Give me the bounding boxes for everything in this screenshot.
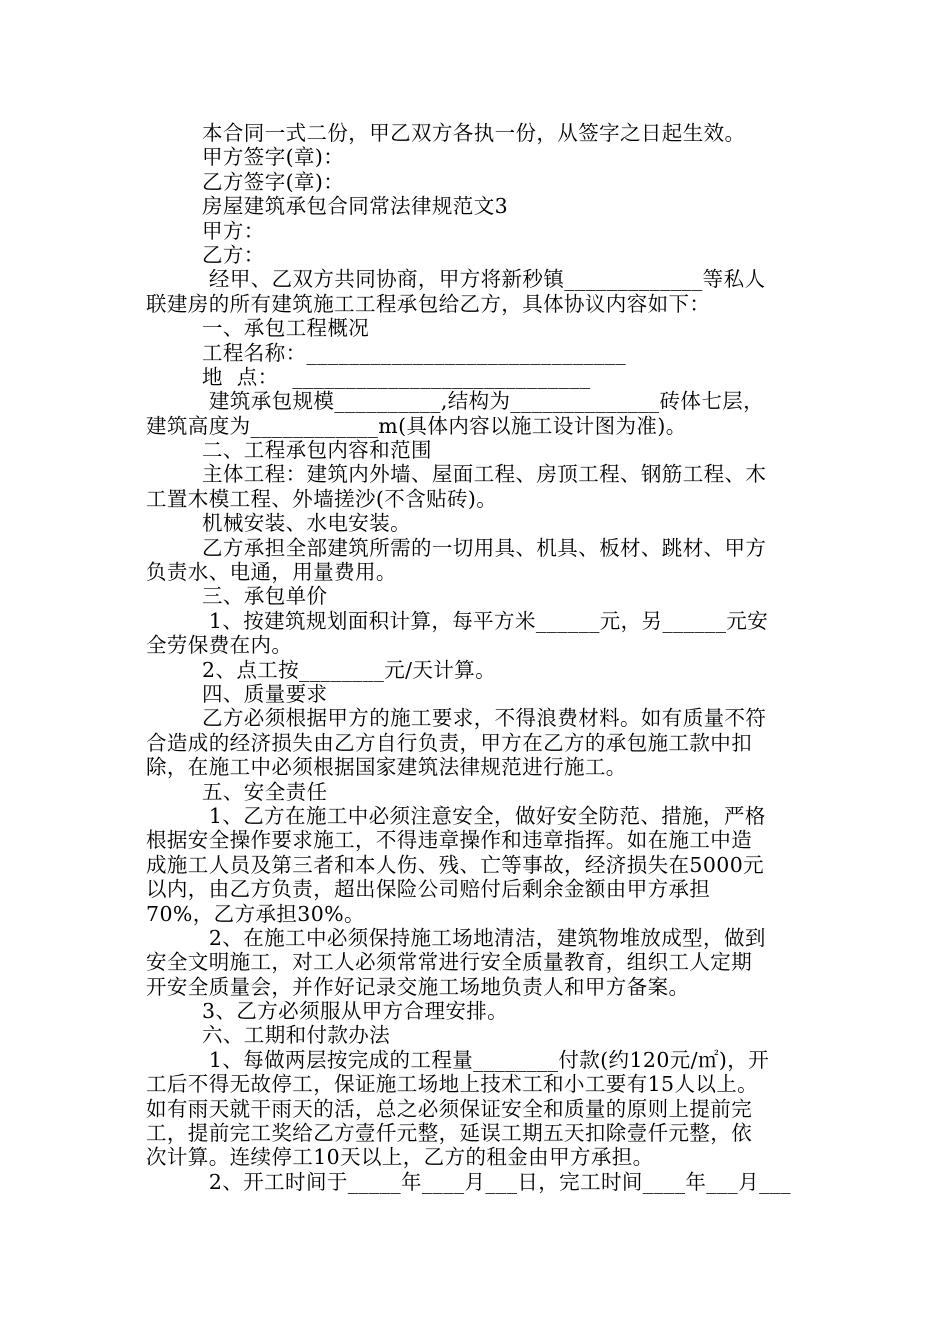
document-line: 二、工程承包内容和范围 — [202, 438, 432, 463]
document-line: 房屋建筑承包合同常法律规范文3 — [202, 194, 509, 219]
document-line: 建筑高度为____________m(具体内容以施工设计图为准)。 — [146, 413, 687, 438]
document-line: 经甲、乙双方共同协商，甲方将新秒镇_____________等私人 — [202, 267, 766, 292]
document-line: 1、乙方在施工中必须注意安全，做好安全防范、措施，严格 — [202, 803, 766, 828]
document-page — [146, 121, 812, 1194]
document-line: 1、每做两层按完成的工程量________付款(约120元/㎡)，开 — [202, 1047, 770, 1072]
document-line: 负责水、电通，用量费用。 — [146, 560, 397, 585]
document-line: 合造成的经济损失由乙方自行负责，甲方在乙方的承包施工款中扣 — [146, 730, 753, 755]
document-line: 安全文明施工，对工人必须常常进行安全质量教育，组织工人定期 — [146, 950, 753, 975]
document-line: 本合同一式二份，甲乙双方各执一份，从签字之日起生效。 — [202, 121, 746, 145]
document-line: 工后不得无故停工，保证施工场地上技术工和小工要有15人以上。 — [146, 1072, 759, 1097]
document-line: 开安全质量会，并作好记录交施工场地负责人和甲方备案。 — [146, 974, 690, 999]
document-line: 70%，乙方承担30%。 — [146, 901, 365, 926]
document-line: 3、乙方必须服从甲方合理安排。 — [202, 999, 509, 1024]
document-line: 根据安全操作要求施工，不得违章操作和违章指挥。如在施工中造 — [146, 828, 753, 853]
document-line: 2、在施工中必须保持施工场地清洁，建筑物堆放成型，做到 — [202, 925, 766, 950]
document-line: 以内，由乙方负责，超出保险公司赔付后剩余金额由甲方承担 — [146, 877, 711, 902]
document-line: 一、承包工程概况 — [202, 316, 370, 341]
document-line: 2、点工按________元/天计算。 — [202, 657, 497, 682]
document-line: 工，提前完工奖给乙方壹仟元整，延误工期五天扣除壹仟元整，依 — [146, 1121, 753, 1146]
document-line: 2、开工时间于_____年____月___日，完工时间____年___月___ — [202, 1169, 792, 1194]
document-line: 工置木模工程、外墙搓沙(不含贴砖)。 — [146, 486, 498, 511]
document-line: 成施工人员及第三者和本人伤、残、亡等事故，经济损失在5000元 — [146, 852, 765, 877]
document-line: 六、工期和付款办法 — [202, 1023, 391, 1048]
document-line: 如有雨天就干雨天的活，总之必须保证安全和质量的原则上提前完 — [146, 1096, 753, 1121]
document-line: 乙方承担全部建筑所需的一切用具、机具、板材、跳材、甲方 — [202, 535, 767, 560]
document-line: 工程名称：______________________________ — [202, 340, 626, 365]
document-line: 建筑承包规模__________,结构为______________砖体七层， — [202, 389, 765, 414]
document-line: 乙方： — [202, 242, 265, 267]
document-line: 甲方： — [202, 218, 265, 243]
document-line: 主体工程：建筑内外墙、屋面工程、房顶工程、钢筋工程、木 — [202, 462, 767, 487]
document-line: 机械安装、水电安装。 — [202, 511, 411, 536]
document-line: 乙方签字(章)： — [202, 169, 345, 194]
document-line: 四、质量要求 — [202, 681, 328, 706]
document-line: 1、按建筑规划面积计算，每平方米______元，另______元安 — [202, 608, 769, 633]
document-line: 地 点： ____________________________ — [202, 364, 591, 389]
document-line: 三、承包单价 — [202, 584, 328, 609]
document-line: 联建房的所有建筑施工工程承包给乙方，具体协议内容如下： — [146, 291, 711, 316]
document-line: 除，在施工中必须根据国家建筑法律规范进行施工。 — [146, 755, 627, 780]
document-line: 乙方必须根据甲方的施工要求，不得浪费材料。如有质量不符 — [202, 706, 767, 731]
document-line: 五、安全责任 — [202, 779, 328, 804]
document-line: 全劳保费在内。 — [146, 633, 293, 658]
document-line: 甲方签字(章)： — [202, 145, 345, 170]
document-line: 次计算。连续停工10天以上，乙方的租金由甲方承担。 — [146, 1145, 654, 1170]
